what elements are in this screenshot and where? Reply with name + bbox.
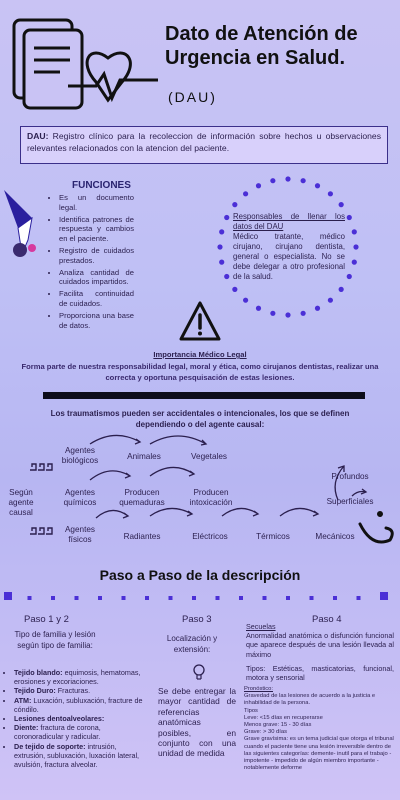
list-item: • Diente: fractura de corona, coronoradicular y radicular.	[14, 723, 146, 741]
list-item: • Facilita continuidad de cuidados.	[59, 289, 134, 309]
node-quemaduras: Producen quemaduras	[119, 488, 165, 507]
list-item: • Analiza cantidad de cuidados impartidos.	[59, 268, 134, 288]
paso1-list	[4, 668, 146, 769]
funciones-list	[48, 193, 134, 332]
list-item: • Proporciona una base de datos.	[59, 311, 134, 331]
definition-text: Registro clínico para la recoleccion de información sobre hechos u observaciones relevantes relacionados con la atencion del paciente.	[27, 131, 381, 153]
pronostico-leve: Leve: <15 días en recuperarse	[244, 714, 323, 721]
node-termicos: Térmicos	[256, 532, 290, 541]
pronostico-block	[244, 686, 396, 772]
importancia-title: Importancia Médico Legal	[153, 350, 247, 359]
traumatismos-intro: Los traumatismos pueden ser accidentales o intencionales, los que se definen dependiendo o del agente causal:	[50, 409, 350, 429]
definition-label: DAU:	[27, 131, 49, 141]
list-item: • Es un documento legal.	[59, 193, 134, 213]
secuelas-text: Anormalidad anatómica o disfunción funcional que aparece después de una lesión llevada al máximo	[246, 631, 394, 659]
page-title: Dato de Atención de Urgencia en Salud.	[165, 23, 358, 69]
responsables-heading: Responsables de llenar los datos del DAU	[233, 212, 345, 231]
paso3-heading: Paso 3	[182, 614, 212, 625]
list-item: • Registro de cuidados prestados.	[59, 246, 134, 266]
node-animales: Animales	[127, 452, 161, 461]
node-vegetales: Vegetales	[191, 452, 227, 461]
paso4-heading: Paso 4	[312, 614, 342, 625]
pronostico-grave: Grave: > 30 días	[244, 729, 288, 736]
paso-title: Paso a Paso de la descripción	[99, 567, 301, 583]
node-superficiales: Superficiales	[326, 497, 374, 506]
node-quimicos: Agentes químicos	[63, 488, 97, 507]
paso3-sub: Localización y extensión:	[166, 634, 218, 654]
secuelas-label: Secuelas	[246, 622, 276, 631]
responsables-text: Médico tratante, médico cirujano, cirujano dentista, general o especialista. No se debe delegar a otro profesional de la salud.	[233, 232, 345, 281]
node-radiantes: Radiantes	[123, 532, 161, 541]
node-biologicos: Agentes biológicos	[61, 446, 99, 465]
node-fisicos: Agentes físicos	[64, 525, 96, 544]
node-root: Según agente causal	[8, 488, 34, 517]
dotted-separator	[0, 592, 400, 604]
paso3-text: Se debe entregar la mayor cantidad de referencias anatómicas posibles, en conjunto con una unidad de medida	[158, 686, 236, 759]
pronostico-menos-grave: Menos grave: 15 - 30 días	[244, 722, 312, 729]
list-item: • Tejido blando: equimosis, hematomas, erosiones y excoriaciones.	[14, 668, 146, 686]
list-item: • Identifica patrones de respuesta y cambios en el paciente.	[59, 215, 134, 244]
list-item: • ATM: Luxación, subluxación, fracture de cóndilo.	[14, 696, 146, 714]
definition-box	[20, 126, 388, 164]
tooth-illustration	[2, 188, 42, 268]
pronostico-label: Pronóstico:	[244, 686, 273, 692]
node-electricos: Eléctricos	[192, 532, 228, 541]
warning-icon	[178, 300, 222, 342]
importancia-text: Forma parte de nuestra responsabilidad legal, moral y ética, como cirujanos dentistas, realizar una correcta y oportuna pesquisación de estas lesiones.	[21, 362, 379, 382]
paso1-heading: Paso 1 y 2	[24, 614, 69, 625]
secuelas-tipos: Tipos: Estéticas, masticatorias, funcional, motora y sensorial	[246, 663, 394, 683]
divider-bar	[43, 392, 365, 399]
pronostico-text: Gravedad de las lesiones de acuerdo a la justicia e inhabilidad de la persona.	[244, 693, 376, 707]
pronostico-tipos: Tipos	[244, 707, 258, 714]
paso4-block	[246, 622, 394, 682]
node-profundos: Profundos	[331, 472, 369, 481]
funciones-title: FUNCIONES	[72, 180, 131, 191]
pronostico-gravisima: Grave gravísima: es un tema judicial que otorga el tribunal cuando el paciente tiene una lesión irreversible dentro de las siguientes categorías: demente- inutil para el trabajo - impotente - impedido de algún miembro importante - notablemente deforme	[244, 736, 394, 772]
responsables-block	[233, 212, 345, 282]
medical-report-heart-icon	[8, 14, 168, 124]
node-mecanicos: Mecánicos	[315, 532, 355, 541]
list-item: • Tejido Duro: Fracturas.	[14, 686, 146, 695]
node-intoxicacion: Producen intoxicación	[189, 488, 233, 507]
list-item: • Lesiones dentoalveolares:	[14, 714, 146, 723]
page-subtitle: (DAU)	[168, 89, 217, 105]
lightbulb-icon	[192, 663, 206, 681]
paso1-sub: Tipo de familia y lesión según tipo de familia:	[14, 630, 96, 650]
list-item: • De tejido de soporte: intrusión, extrusión, subluxación, luxación lateral, avulsión, fractura alveolar.	[14, 742, 146, 770]
